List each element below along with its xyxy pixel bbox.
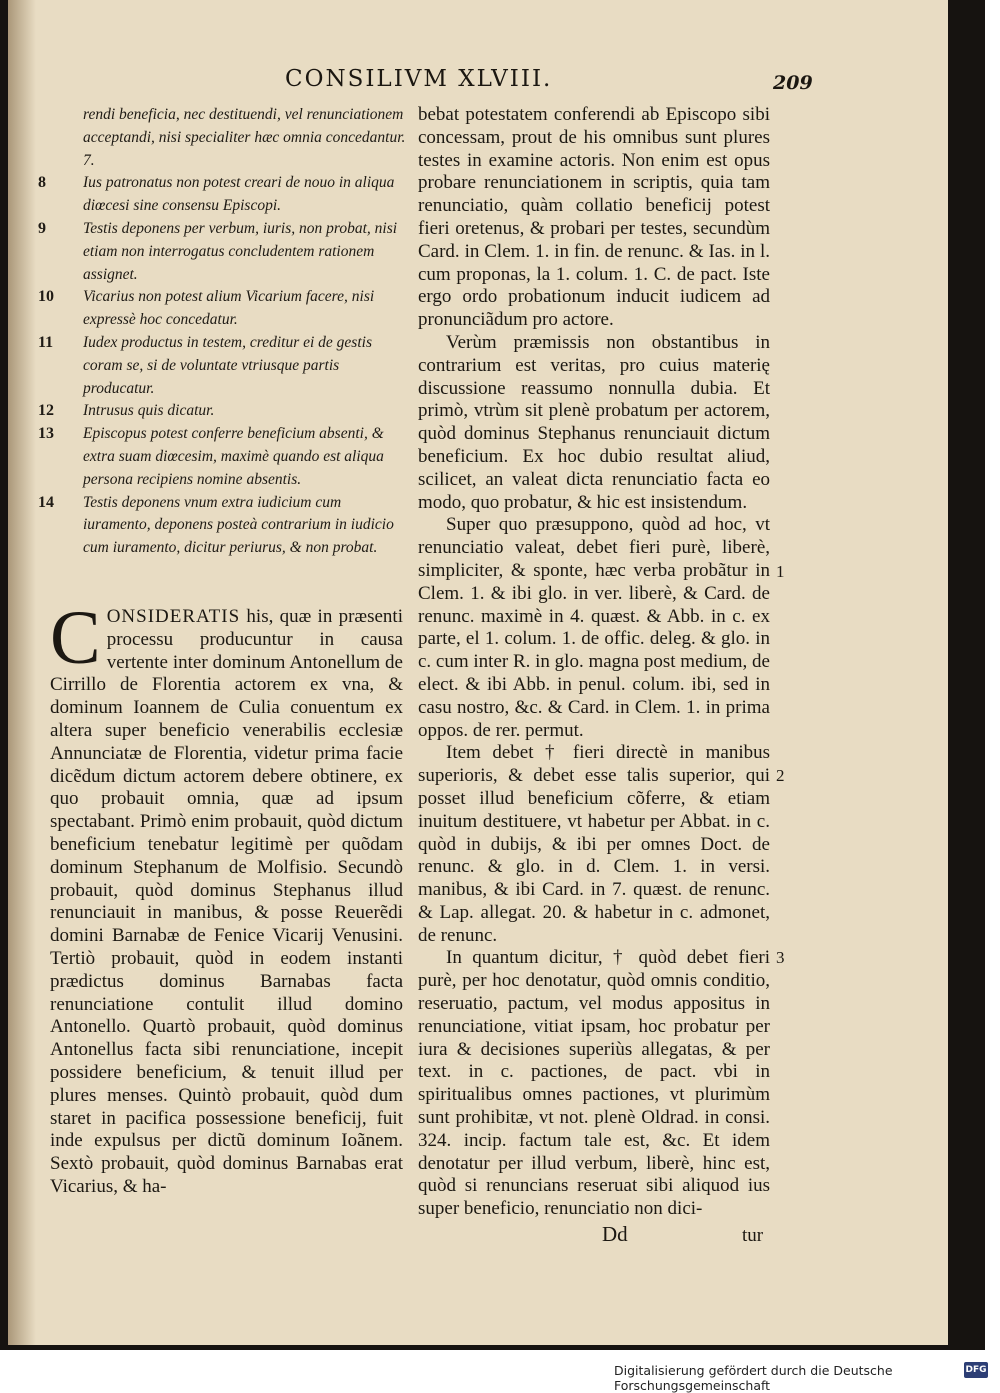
margin-note-number: 3 bbox=[776, 948, 785, 967]
lead-word: ONSIDERATIS bbox=[106, 606, 241, 627]
summary-text: Episcopus potest conferre beneficium absenti, & extra suam diœcesim, maximè quando est aliqua persona recipiens nomine absentis. bbox=[83, 425, 384, 488]
signature-mark: Dd bbox=[602, 1222, 628, 1246]
page-number: 209 bbox=[773, 72, 813, 94]
margin-note-number: 1 bbox=[776, 562, 785, 581]
running-head: CONSILIVM XLVIII. bbox=[285, 66, 553, 92]
summary-number: 8 bbox=[38, 174, 46, 192]
drop-cap: C bbox=[50, 596, 101, 680]
dfg-logo-icon: DFG bbox=[964, 1362, 988, 1378]
catchword: tur bbox=[742, 1225, 764, 1246]
summary-text: Testis deponens vnum extra iudicium cum iuramento, deponens posteà contrarium in iudicio cum iuramento, dicitur periurus, & non probat. bbox=[83, 493, 394, 557]
paragraph-text: his, quæ in præsenti processu producuntur in causa vertente inter dominum Antonellum de Cirrillo de Florentia actorem ex vna, & dominum Ioannem de Culia conuentum ex altera super beneficio venerabilis ecclesiæ Annunciatæ de Florentia, videtur prima facie dicẽdum dictum actorem debere obtinere, ex quo probauit omnia, quæ ad ipsum spectabant. Primò enim probauit, quòd dictum beneficium tenebatur legitimè per quõdam dominum Stephanum de Molfisio. Secundò probauit, quòd dominus Stephanus illud renunciauit in manibus, & posse Reuerẽdi domini Barnabæ de Fenice Vicarij Venusini. Tertiò probauit, quòd in eodem instanti prædictus dominus Barnabas facta renunciatione contulit illud domino Antonello. Quartò probauit, quòd dominus Antonellus facta sibi renunciatione, incepit possidere beneficium, & tenuit illud per plures menses. Quintò probauit, quòd dum staret in pacifica possessione beneficij, fuit inde expulsus per dictũ dominum Ioãnem. Sextò probauit, quòd dominus Barnabas erat Vicarius, & ha- bbox=[50, 606, 403, 1197]
paragraph: Verùm præmissis non obstantibus in contrarium est veritas, pro cuius materię discussione reassumo nonnulla dubia. Et primò, vtrùm sit plenè probatum per actorem, quòd dominus Stephanus renunciauit dictum beneficium. Ex hoc dubio resultat aliud, scilicet, an valeat dicta renunciatio facta eo modo, quo probatur, & hic est insistendum. bbox=[418, 331, 770, 513]
summary-item bbox=[30, 332, 410, 400]
summary-text: Vicarius non potest alium Vicarium facere, nisi expressè hoc concedatur. bbox=[83, 288, 375, 329]
digitization-credit: Digitalisierung gefördert durch die Deutsche Forschungsgemeinschaft bbox=[614, 1363, 893, 1393]
summary-number: 13 bbox=[38, 425, 54, 443]
summary-number: 10 bbox=[38, 288, 54, 306]
summary-text: rendi beneficia, nec destituendi, vel renunciationem acceptandi, nisi specialiter hæc omnia concedantur. 7. bbox=[83, 106, 406, 169]
left-body-column bbox=[50, 596, 403, 1199]
summary-text: Iudex productus in testem, creditur ei de gestis coram se, si de voluntate vtriusque partis producatur. bbox=[83, 333, 372, 397]
paragraph: Item debet † fieri directè in manibus superioris, & debet esse talis superior, qui posset illud beneficium cõferre, & etiam inuitum destituere, vt habetur per Abbat. in c. quòd in dubijs, & ibi per omnes Doct. de renunc. & glo. in d. Clem. 1. in versi. manibus, & ibi Card. in 7. quæst. de renunc. & Lap. allegat. 20. & habetur in c. admonet, de renunc. bbox=[418, 742, 770, 946]
summary-item bbox=[30, 172, 410, 218]
summary-item bbox=[30, 286, 410, 332]
opening-paragraph bbox=[50, 596, 403, 1199]
paragraph: bebat potestatem conferendi ab Episcopo sibi concessam, prout de his omnibus sunt plures testes in examine actoris. Non enim est opus probare renunciationem in scriptis, quia tam renunciatio, quàm collatio beneficij potest fieri oretenus, & probari per testes, secundùm Card. in Clem. 1. in fin. de renunc. & Ias. in l. cum proponas, la 1. colum. 1. C. de pact. Iste ergo ordo probationum inducit iudicem ad pronunciãdum pro actore. bbox=[418, 104, 770, 331]
summary-item bbox=[30, 492, 410, 560]
summary-number: 14 bbox=[38, 493, 54, 511]
paragraph: In quantum dicitur, † quòd debet fieri purè, per hoc denotatur, quòd omnis conditio, reseruatio, pactum, vel modus appositus in renunciatione, vitiat ipsam, hoc probatur per iura & decisiones superiùs allegatas, & per text. in c. pactiones, de pact. vbi in spiritualibus omnes pactiones, vt plurimùm sunt prohibitæ, vt not. plenè Oldrad. in consi. 324. incip. factum tale est, &c. Et idem denotatur per illud verbum, liberè, hinc est, quòd si renuncians reseruat sibi aliquod ius super beneficio, renunciatio non dici- bbox=[418, 947, 770, 1220]
summary-item bbox=[30, 400, 410, 423]
summary-text: Ius patronatus non potest creari de nouo in aliqua diœcesi sine consensu Episcopi. bbox=[83, 174, 395, 215]
summary-list bbox=[30, 104, 410, 560]
summary-number: 11 bbox=[38, 333, 54, 351]
summary-number: 12 bbox=[38, 402, 54, 420]
summary-item bbox=[30, 104, 410, 172]
summary-item bbox=[30, 423, 410, 491]
paragraph: Super quo præsuppono, quòd ad hoc, vt renunciatio valeat, debet fieri purè, liberè, simpliciter, & sponte, hæc verba probãtur in Clem. 1. & ibi glo. in ver. liberè, & Card. de renunc. maximè in 4. quæst. & Abb. in c. ex parte, el 1. colum. 1. de offic. deleg. & glo. in c. cum inter R. in glo. magna post medium, de elect. & ibi Abb. in penul. colum. ibi, sed in casu nostro, &c. & Card. in Clem. 1. in prima oppos. de rer. permut. bbox=[418, 514, 770, 741]
summary-text: Intrusus quis dicatur. bbox=[83, 402, 215, 420]
summary-item bbox=[30, 218, 410, 286]
right-body-column bbox=[418, 104, 770, 1221]
summary-text: Testis deponens per verbum, iuris, non probat, nisi etiam non interrogatus concludentem rationem assignet. bbox=[83, 219, 398, 283]
margin-note-number: 2 bbox=[776, 766, 785, 785]
summary-number: 9 bbox=[38, 219, 46, 237]
